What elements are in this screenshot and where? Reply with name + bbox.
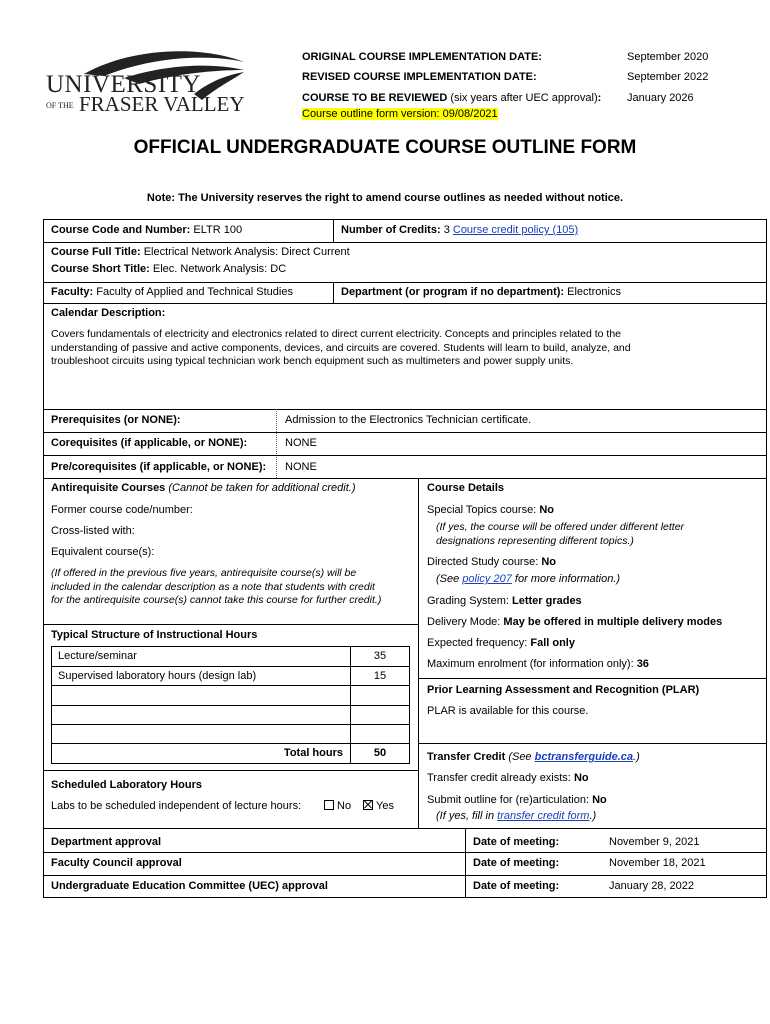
- full-title-value: Electrical Network Analysis: Direct Current: [143, 246, 350, 258]
- short-title-label: Course Short Title:: [51, 263, 150, 275]
- prerequisites-label: Prerequisites (or NONE):: [51, 414, 181, 426]
- scheduled-lab-text: Labs to be scheduled independent of lecture hours:: [51, 800, 302, 812]
- lab-no-option[interactable]: [324, 800, 351, 812]
- full-title-field: [51, 246, 350, 258]
- former-course-label: Former course code/number:: [51, 504, 193, 516]
- logo-of-the-text: OF THE: [46, 101, 74, 110]
- credits-label: Number of Credits:: [341, 224, 441, 236]
- special-topics-field: [427, 504, 554, 516]
- transfer-credit-pre: (See: [508, 751, 532, 763]
- policy-207-link[interactable]: policy 207: [462, 573, 512, 585]
- frequency-field: [427, 637, 575, 649]
- articulation-note-pre: (If yes, fill in: [436, 810, 495, 822]
- delivery-value: May be offered in multiple delivery modes: [503, 616, 723, 628]
- transfer-exists-value: No: [573, 772, 589, 784]
- total-hours-value: 50: [373, 747, 387, 759]
- course-code-field: [51, 224, 242, 236]
- grading-label: Grading System:: [427, 595, 509, 607]
- form-version: Course outline form version: 09/08/2021: [302, 108, 498, 120]
- disclaimer-note: Note: The University reserves the right to amend course outlines as needed without notice.: [146, 192, 624, 204]
- approval-date-label: Date of meeting:: [473, 857, 560, 869]
- special-topics-value: No: [539, 504, 554, 516]
- articulation-field: [427, 794, 607, 806]
- university-logo: [44, 48, 249, 123]
- directed-study-label: Directed Study course:: [427, 556, 539, 568]
- transfer-credit-heading: [427, 751, 640, 763]
- faculty-value: Faculty of Applied and Technical Studies: [96, 286, 293, 298]
- delivery-field: [427, 616, 722, 628]
- review-date-row: COURSE TO BE REVIEWED (six years after UEC approval):: [302, 92, 602, 104]
- review-date-value: January 2026: [627, 92, 694, 104]
- original-date-value: September 2020: [627, 51, 709, 63]
- full-title-label: Course Full Title:: [51, 246, 141, 258]
- directed-study-note-pre: (See: [436, 573, 460, 585]
- hours-row-value: 15: [373, 670, 387, 682]
- approval-label: Undergraduate Education Committee (UEC) approval: [51, 880, 328, 892]
- special-topics-note: [436, 521, 684, 548]
- grading-value: Letter grades: [511, 595, 582, 607]
- antirequisite-explanation: [51, 567, 381, 608]
- grading-field: [427, 595, 582, 607]
- approval-date-label: Date of meeting:: [473, 836, 560, 848]
- lab-yes-label: Yes: [376, 800, 394, 812]
- enrolment-value: 36: [636, 658, 649, 670]
- logo-fraser-valley-text: FRASER VALLEY: [79, 92, 245, 116]
- plar-heading: Prior Learning Assessment and Recognition (PLAR): [427, 684, 700, 696]
- transfer-exists-field: [427, 772, 589, 784]
- revised-date-value: September 2022: [627, 71, 709, 83]
- original-date-label: ORIGINAL COURSE IMPLEMENTATION DATE:: [302, 51, 542, 63]
- lab-yes-checkbox[interactable]: [363, 800, 373, 810]
- logo-university-text: UNIVERSITY: [46, 71, 201, 98]
- antirequisite-explanation-line: for the antirequisite course(s) cannot take this course for further credit.): [51, 594, 382, 606]
- department-label: Department (or program if no department):: [341, 286, 565, 298]
- antirequisite-explanation-line: (If offered in the previous five years, antirequisite course(s) will be: [51, 567, 357, 579]
- frequency-label: Expected frequency:: [427, 637, 528, 649]
- approval-date: November 9, 2021: [609, 836, 700, 848]
- review-date-label: COURSE TO BE REVIEWED: [302, 92, 448, 104]
- precorequisites-label: Pre/corequisites (if applicable, or NONE):: [51, 461, 267, 473]
- approval-label: Department approval: [51, 836, 162, 848]
- department-field: [341, 286, 621, 298]
- calendar-line: understanding of passive and active components, devices, and circuits are covered. Students will learn to build, analyze, and: [51, 341, 631, 354]
- review-date-note: (six years after UEC approval): [450, 92, 598, 104]
- directed-study-value: No: [541, 556, 557, 568]
- corequisites-label: Corequisites (if applicable, or NONE):: [51, 437, 248, 449]
- enrolment-label: Maximum enrolment (for information only):: [427, 658, 634, 670]
- calendar-description-label: Calendar Description:: [51, 307, 166, 319]
- form-outer-border: [43, 219, 767, 898]
- cross-listed-label: Cross-listed with:: [51, 525, 135, 537]
- transfer-credit-form-link[interactable]: transfer credit form: [497, 810, 590, 822]
- frequency-value: Fall only: [530, 637, 575, 649]
- plar-text: PLAR is available for this course.: [427, 705, 589, 717]
- antirequisite-title: Antirequisite Courses: [51, 482, 166, 494]
- hours-row-label: Supervised laboratory hours (design lab): [58, 670, 257, 682]
- delivery-label: Delivery Mode:: [427, 616, 501, 628]
- department-value: Electronics: [567, 286, 621, 298]
- transfer-exists-label: Transfer credit already exists:: [427, 772, 571, 784]
- credits-field: [341, 224, 578, 236]
- enrolment-field: [427, 658, 649, 670]
- approval-date: January 28, 2022: [609, 880, 695, 892]
- prerequisites-value: Admission to the Electronics Technician certificate.: [285, 414, 532, 426]
- short-title-field: [51, 263, 286, 275]
- transfer-credit-title: Transfer Credit: [427, 751, 506, 763]
- special-topics-note-line: designations representing different topics.): [436, 534, 634, 547]
- directed-study-note: [436, 573, 620, 585]
- page-title: OFFICIAL UNDERGRADUATE COURSE OUTLINE FORM: [133, 137, 637, 158]
- corequisites-value: NONE: [285, 437, 317, 449]
- calendar-line: Covers fundamentals of electricity and electronics related to direct current electricity. Concepts and principles related to the: [51, 328, 621, 340]
- lab-no-checkbox[interactable]: [324, 800, 334, 810]
- articulation-note: [436, 810, 596, 822]
- precorequisites-value: NONE: [285, 461, 317, 473]
- revised-date-label: REVISED COURSE IMPLEMENTATION DATE:: [302, 71, 537, 83]
- course-code-label: Course Code and Number:: [51, 224, 191, 236]
- equivalent-course-label: Equivalent course(s):: [51, 546, 155, 558]
- directed-study-field: [427, 556, 556, 568]
- scheduled-lab-heading: Scheduled Laboratory Hours: [51, 779, 202, 791]
- approval-label: Faculty Council approval: [51, 857, 182, 869]
- calendar-line: troubleshoot circuits using typical technician work bench equipment such as multimeters and power supply units.: [51, 355, 574, 367]
- approval-date-label: Date of meeting:: [473, 880, 560, 892]
- lab-yes-option[interactable]: [363, 800, 394, 812]
- transfer-credit-post: .): [633, 751, 640, 763]
- articulation-value: No: [592, 794, 607, 806]
- bctransferguide-link[interactable]: bctransferguide.ca: [534, 751, 634, 763]
- special-topics-note-line: (If yes, the course will be offered under different letter: [436, 521, 685, 533]
- antirequisite-heading: [51, 482, 355, 494]
- special-topics-label: Special Topics course:: [427, 504, 537, 516]
- articulation-label: Submit outline for (re)articulation:: [427, 794, 590, 806]
- hours-row-label: Lecture/seminar: [58, 650, 137, 662]
- scheduled-lab-row: [51, 800, 301, 812]
- approval-date: November 18, 2021: [609, 857, 706, 869]
- hours-heading: Typical Structure of Instructional Hours: [51, 629, 258, 641]
- antirequisite-explanation-line: included in the calendar description as a note that students with credit: [51, 580, 375, 593]
- hours-row-value: 35: [373, 650, 387, 662]
- antirequisite-note: (Cannot be taken for additional credit.): [168, 482, 356, 494]
- course-details-heading: Course Details: [427, 482, 505, 494]
- lab-no-label: No: [337, 800, 352, 812]
- directed-study-note-post: for more information.): [514, 573, 621, 585]
- total-hours-label: Total hours: [283, 747, 343, 759]
- faculty-label: Faculty:: [51, 286, 94, 298]
- credits-value: 3: [443, 224, 450, 236]
- calendar-description: [51, 328, 631, 369]
- course-code-value: ELTR 100: [193, 224, 243, 236]
- faculty-field: [51, 286, 293, 298]
- short-title-value: Elec. Network Analysis: DC: [152, 263, 287, 275]
- articulation-note-post: .): [589, 810, 597, 822]
- credit-policy-link[interactable]: Course credit policy (105): [452, 224, 579, 236]
